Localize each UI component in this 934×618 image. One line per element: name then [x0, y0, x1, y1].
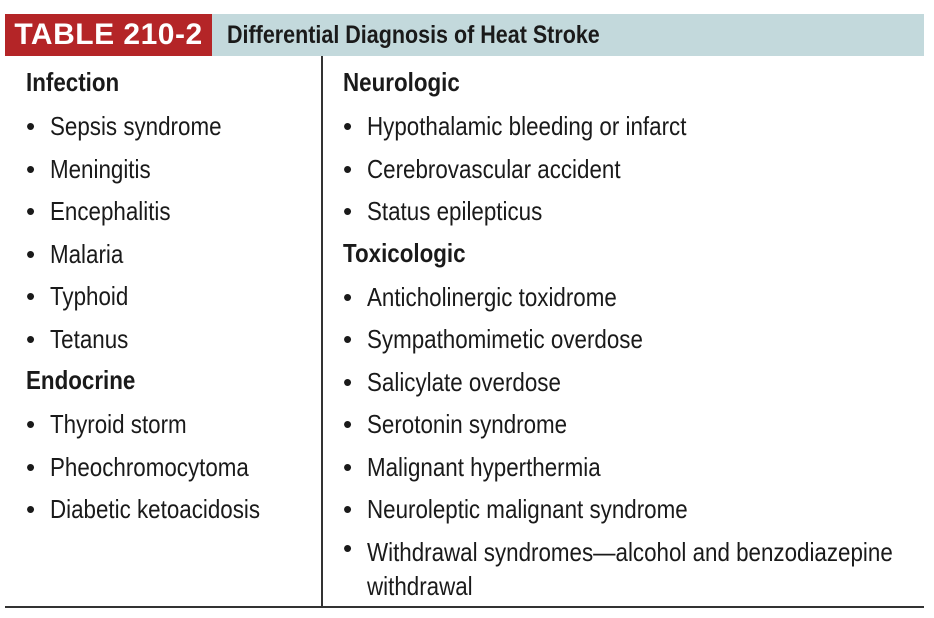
bullet-icon: • [343, 196, 353, 226]
table-number-label: TABLE 210-2 [5, 14, 212, 56]
list-item: • Meningitis [26, 148, 316, 191]
bullet-icon: • [343, 409, 353, 439]
list-item: • Malignant hyperthermia [343, 446, 923, 489]
section-heading-endocrine: Endocrine [26, 365, 136, 395]
list-item: • Encephalitis [26, 190, 316, 233]
list-item: • Pheochromocytoma [26, 446, 316, 489]
bullet-icon: • [26, 238, 36, 269]
bullet-icon: • [343, 153, 353, 184]
list-item: • Sympathomimetic overdose [343, 318, 923, 361]
list-item: • Malaria [26, 233, 316, 276]
bullet-icon: • [26, 281, 36, 311]
endocrine-list [26, 403, 316, 531]
infection-list [26, 105, 316, 360]
bullet-icon: • [26, 323, 36, 354]
list-item: • Cerebrovascular accident [343, 148, 923, 191]
list-item: • Diabetic ketoacidosis [26, 488, 316, 531]
section-heading-toxicologic: Toxicologic [343, 237, 466, 268]
list-item: • Typhoid [26, 275, 316, 318]
bullet-icon: • [26, 196, 36, 226]
bullet-icon: • [26, 494, 36, 524]
bullet-icon: • [26, 111, 36, 141]
list-item: • Sepsis syndrome [26, 105, 316, 148]
column-divider [321, 56, 323, 607]
table-header [5, 14, 924, 56]
bullet-icon: • [343, 111, 353, 141]
bullet-icon: • [343, 366, 353, 397]
bullet-icon: • [26, 153, 36, 184]
list-item: • Tetanus [26, 318, 316, 361]
bullet-icon: • [343, 494, 353, 524]
bullet-icon: • [26, 409, 36, 439]
right-column [343, 62, 923, 603]
list-item: • Salicylate overdose [343, 361, 923, 404]
neurologic-list [343, 105, 923, 233]
bottom-rule [5, 606, 924, 608]
list-item: • Status epilepticus [343, 190, 923, 233]
bullet-icon: • [343, 324, 353, 354]
bullet-icon: • [26, 451, 36, 482]
list-item: • Anticholinergic toxidrome [343, 276, 923, 319]
list-item: • Withdrawal syndromes—alcohol and benzodiazepine withdrawal [343, 532, 893, 601]
bullet-icon: • [343, 281, 353, 312]
toxicologic-list [343, 276, 923, 603]
list-item: • Hypothalamic bleeding or infarct [343, 105, 923, 148]
list-item: • Neuroleptic malignant syndrome [343, 488, 923, 531]
section-heading-infection: Infection [26, 67, 120, 97]
bullet-icon: • [343, 451, 353, 482]
section-heading-neurologic: Neurologic [343, 67, 460, 97]
table-title: Differential Diagnosis of Heat Stroke [227, 21, 600, 49]
list-item: • Thyroid storm [26, 403, 316, 446]
list-item: • Serotonin syndrome [343, 403, 923, 446]
left-column [26, 62, 316, 531]
bullet-icon: • [343, 532, 353, 563]
